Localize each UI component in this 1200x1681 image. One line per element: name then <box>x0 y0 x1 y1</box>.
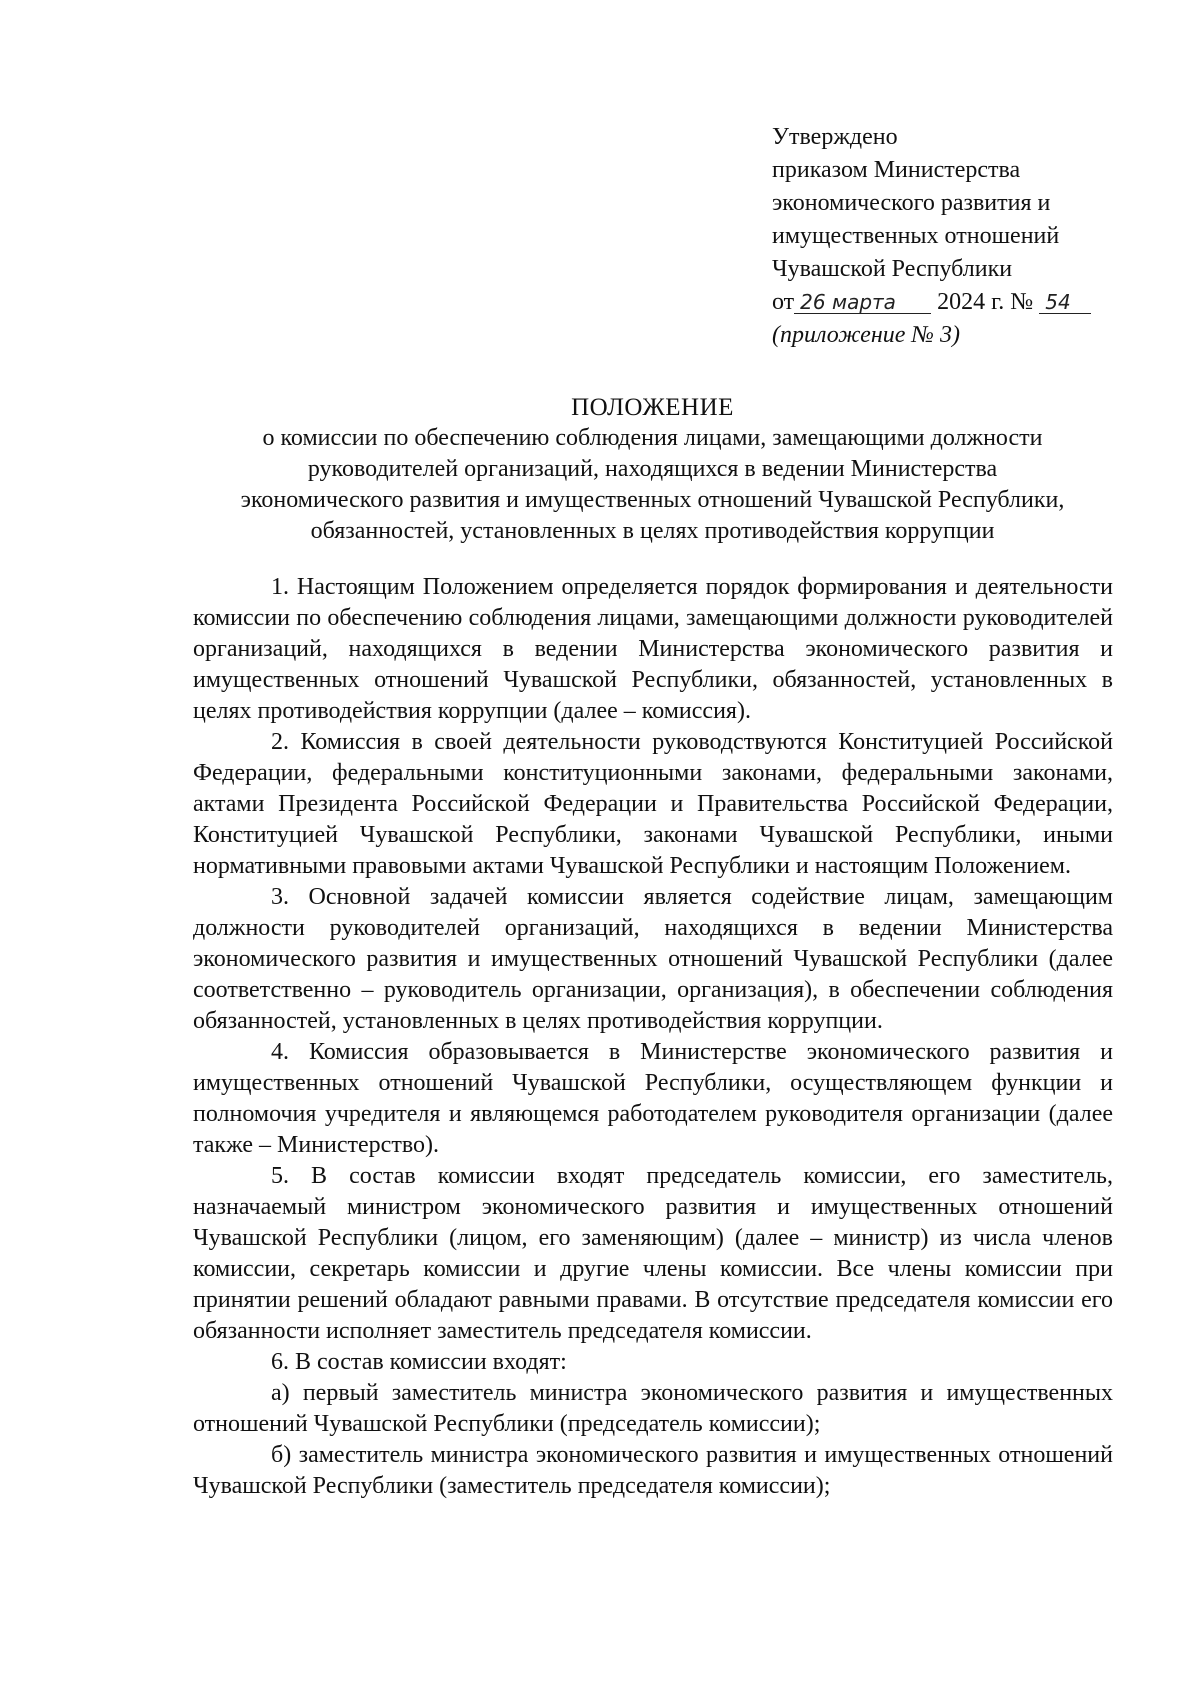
document-body <box>193 572 1113 1502</box>
approval-date-line <box>772 286 1091 319</box>
document-heading: ПОЛОЖЕНИЕ <box>571 394 734 421</box>
title-line-2: руководителей организаций, находящихся в ведении Министерства <box>307 456 998 482</box>
paragraph-3: 3. Основной задачей комиссии является содействие лицам, замещающим должности руководителей организаций, находящихся в ведении Министерства экономического развития и имущественных отношений Чувашской Республики (далее соответственно – руководитель организации, организация), в обеспечении соблюдения обязанностей, установленных в целях противодействия коррупции. <box>193 884 1113 1034</box>
appendix-label: (приложение № 3) <box>772 322 960 348</box>
approval-line-5: Чувашской Республики <box>772 256 1013 282</box>
paragraph-2: 2. Комиссия в своей деятельности руководствуются Конституцией Российской Федерации, федеральными конституционными законами, федеральными законами, актами Президента Российской Федерации и Правительства Российской Федерации, Конституцией Чувашской Республики, законами Чувашской Республики, иными нормативными правовыми актами Чувашской Республики и настоящим Положением. <box>193 729 1113 879</box>
approval-line-3: экономического развития и <box>772 190 1051 216</box>
paragraph-6: 6. В состав комиссии входят: <box>271 1349 567 1375</box>
paragraph-4: 4. Комиссия образовывается в Министерстве экономического развития и имущественных отношений Чувашской Республики, осуществляющем функции и полномочия учредителя и являющемся работодателем руководителя организации (далее также – Министерство). <box>193 1039 1113 1158</box>
title-line-3: экономического развития и имущественных отношений Чувашской Республики, <box>240 487 1065 513</box>
paragraph-6b: б) заместитель министра экономического развития и имущественных отношений Чувашской Республики (заместитель председателя комиссии); <box>193 1442 1113 1499</box>
document-title-block <box>180 392 1125 547</box>
approval-line-2: приказом Министерства <box>772 157 1021 183</box>
approval-line-4: имущественных отношений <box>772 223 1060 249</box>
title-line-1: о комиссии по обеспечению соблюдения лицами, замещающими должности <box>262 425 1043 451</box>
title-line-4: обязанностей, установленных в целях противодействия коррупции <box>310 518 995 544</box>
paragraph-5: 5. В состав комиссии входят председатель комиссии, его заместитель, назначаемый министром экономического развития и имущественных отношений Чувашской Республики (лицом, его заменяющим) (далее – министр) из числа членов комиссии, секретарь комиссии и другие члены комиссии. Все члены комиссии при принятии решений обладают равными правами. В отсутствие председателя комиссии его обязанности исполняет заместитель председателя комиссии. <box>193 1163 1113 1344</box>
approval-stamp-block <box>772 121 1091 352</box>
handwritten-number: 54 <box>1039 291 1091 314</box>
date-prefix: от <box>772 289 795 315</box>
handwritten-date: 26 марта <box>794 291 931 314</box>
paragraph-6a: а) первый заместитель министра экономического развития и имущественных отношений Чувашской Республики (председатель комиссии); <box>193 1380 1113 1437</box>
date-year: 2024 г. № <box>937 289 1034 315</box>
approval-line-1: Утверждено <box>772 124 898 150</box>
paragraph-1: 1. Настоящим Положением определяется порядок формирования и деятельности комиссии по обеспечению соблюдения лицами, замещающими должности руководителей организаций, находящихся в ведении Министерства экономического развития и имущественных отношений Чувашской Республики, обязанностей, установленных в целях противодействия коррупции (далее – комиссия). <box>193 574 1113 724</box>
